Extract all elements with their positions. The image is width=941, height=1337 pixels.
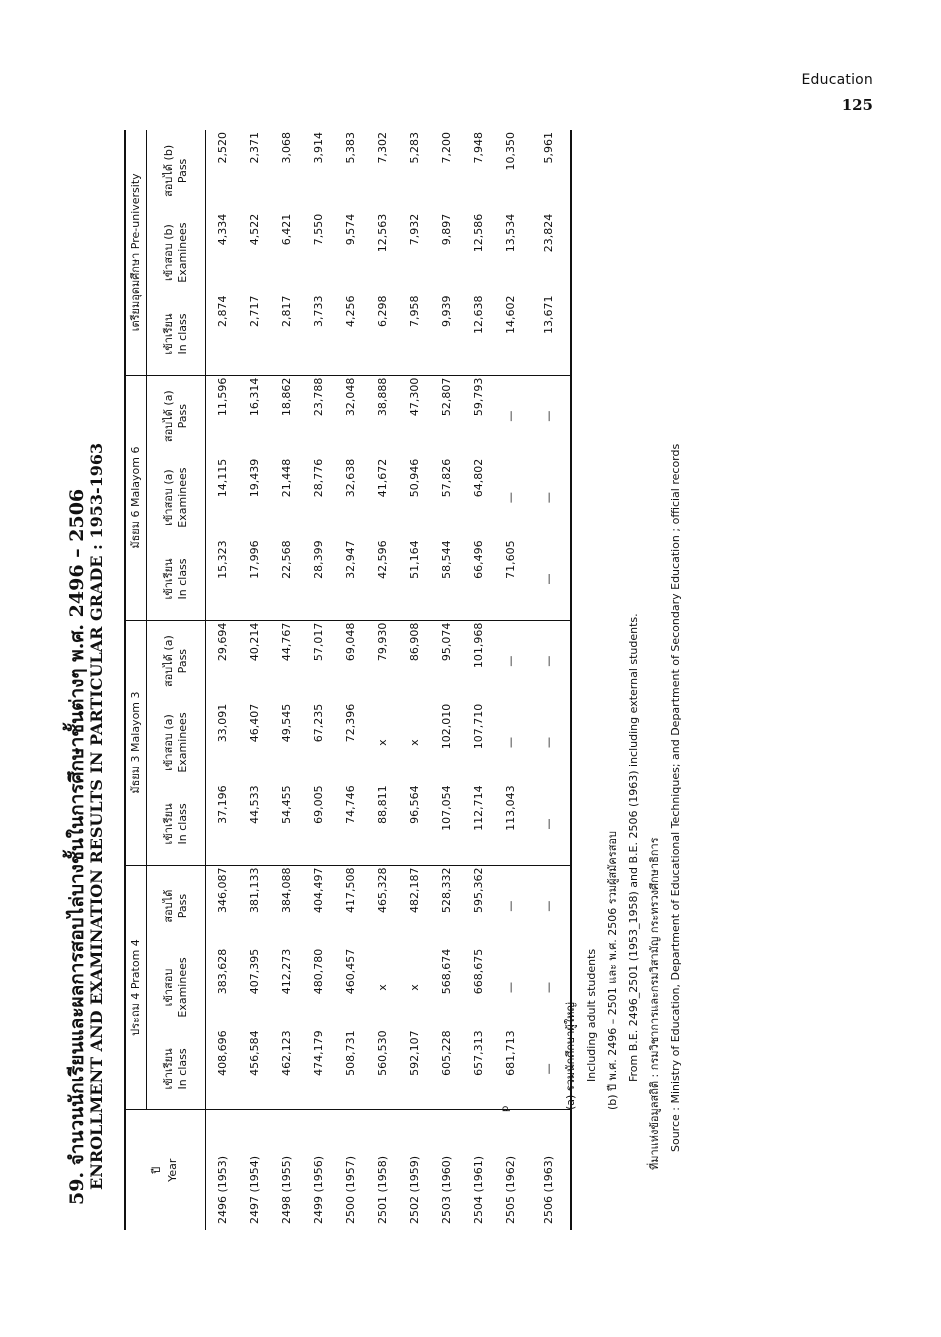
preliminary-mark: p xyxy=(500,1105,511,1112)
year-cell: 2497 (1954) xyxy=(247,1155,261,1224)
value-cell: — xyxy=(526,1028,571,1110)
value-cell: 44,533 xyxy=(238,783,270,865)
value-cell: 2,371 xyxy=(247,132,261,164)
table-notes xyxy=(560,130,686,1230)
value-cell: 407,395 xyxy=(247,948,261,995)
column-header-english: Examinees xyxy=(176,222,189,283)
value-cell: 64,802 xyxy=(471,458,485,498)
table-row xyxy=(430,130,462,1230)
value-cell: 32,638 xyxy=(343,458,357,498)
value-cell: — xyxy=(526,375,571,457)
column-header-english: Examinees xyxy=(176,712,189,773)
value-cell: 3,068 xyxy=(279,132,293,164)
value-cell: 71,605 xyxy=(494,538,526,620)
year-header xyxy=(124,1110,206,1230)
column-header-english: In class xyxy=(176,1048,189,1090)
value-cell: 14,602 xyxy=(494,293,526,375)
value-cell: 508,731 xyxy=(334,1028,366,1110)
source-english: Source : Ministry of Education, Department of Educational Techniques; and Department of Secondary Education ; official records xyxy=(669,443,682,1152)
value-cell: 9,939 xyxy=(430,293,462,375)
table-row xyxy=(302,130,334,1230)
value-cell: 4,256 xyxy=(334,293,366,375)
value-cell: 59,793 xyxy=(471,377,485,417)
value-cell: 46,407 xyxy=(247,703,261,743)
year-cell: 2506 (1963) xyxy=(526,1110,571,1230)
value-cell: 47,300 xyxy=(407,377,421,417)
value-cell: 18,862 xyxy=(279,377,293,417)
value-cell: 54,455 xyxy=(270,783,302,865)
source-thai: ที่มาแห่งข้อมูลสถิติ : กรมวิชาการและกรมวิสามัญ กระทรวงศึกษาธิการ xyxy=(648,837,661,1170)
column-header-english: Examinees xyxy=(176,467,189,528)
value-cell: — xyxy=(503,737,517,749)
value-cell: 7,948 xyxy=(471,132,485,164)
value-cell: — xyxy=(526,457,571,539)
value-cell: 42,596 xyxy=(366,538,398,620)
column-header-row xyxy=(147,130,206,1230)
value-cell: 462,123 xyxy=(270,1028,302,1110)
value-cell: 50,946 xyxy=(407,458,421,498)
value-cell: 474,179 xyxy=(302,1028,334,1110)
table-row xyxy=(334,130,366,1230)
enrollment-table xyxy=(124,130,572,1230)
value-cell: 107,710 xyxy=(471,703,485,750)
rotated-table-block xyxy=(62,90,762,1230)
value-cell: 560,530 xyxy=(366,1028,398,1110)
value-cell: 5,383 xyxy=(343,132,357,164)
value-cell: 2,817 xyxy=(270,293,302,375)
value-cell: 7,302 xyxy=(375,132,389,164)
value-cell: 383,628 xyxy=(215,948,229,995)
column-header-thai: เข้าเรียน xyxy=(162,558,176,600)
value-cell: — xyxy=(526,865,571,947)
value-cell: — xyxy=(526,538,571,620)
value-cell: 38,888 xyxy=(375,377,389,417)
value-cell: — xyxy=(503,982,517,994)
table-row xyxy=(398,130,430,1230)
column-header-thai: สอบได้ (a) xyxy=(162,635,176,688)
value-cell: — xyxy=(503,900,517,912)
table-body xyxy=(206,130,572,1230)
value-cell: 41,672 xyxy=(375,458,389,498)
column-header xyxy=(147,783,206,865)
value-cell: 595,362 xyxy=(471,867,485,914)
table-row xyxy=(366,130,398,1230)
value-cell: 17,996 xyxy=(238,538,270,620)
value-cell: 3,914 xyxy=(311,132,325,164)
value-cell: 40,214 xyxy=(247,622,261,662)
table-title-thai: 59. จำนวนนักเรียนและผลการสอบไล่บางชั้นในการศึกษาชั้นต่างๆ พ.ศ. 2496 – 2506 xyxy=(66,488,88,1205)
value-cell: 107,054 xyxy=(430,783,462,865)
column-header-thai: เข้าสอบ (a) xyxy=(162,714,176,771)
column-header-thai: สอบได้ (a) xyxy=(162,390,176,443)
year-cell: 2496 (1953) xyxy=(215,1155,229,1224)
table-row xyxy=(206,130,239,1230)
column-header-english: Pass xyxy=(176,404,189,429)
value-cell: — xyxy=(526,783,571,865)
column-header-english: Pass xyxy=(176,648,189,674)
value-cell: x xyxy=(407,739,421,746)
group-pre-university: เตรียมอุดมศึกษา Pre-university xyxy=(124,130,147,375)
value-cell: 22,568 xyxy=(270,538,302,620)
value-cell: — xyxy=(503,655,517,667)
value-cell: 456,584 xyxy=(238,1028,270,1110)
value-cell: 11,596 xyxy=(215,377,229,417)
value-cell: 657,313 xyxy=(462,1028,494,1110)
value-cell: 7,550 xyxy=(311,213,325,246)
value-cell: 96,564 xyxy=(398,783,430,865)
year-cell: 2504 (1961) xyxy=(471,1155,485,1224)
value-cell: 44,767 xyxy=(279,622,293,662)
value-cell: 49,545 xyxy=(279,703,293,743)
value-cell: 2,717 xyxy=(238,293,270,375)
year-header-thai: ปี xyxy=(150,1166,164,1174)
year-cell: 2505 (1962) xyxy=(503,1155,517,1224)
value-cell: — xyxy=(526,947,571,1029)
column-header xyxy=(147,865,206,947)
column-header xyxy=(147,538,206,620)
year-cell: 2501 (1958) xyxy=(375,1155,389,1224)
column-header-thai: เข้าสอบ xyxy=(162,968,176,1007)
value-cell: x xyxy=(407,984,421,991)
value-cell: 3,733 xyxy=(302,293,334,375)
value-cell: 23,824 xyxy=(526,212,571,294)
value-cell: 12,563 xyxy=(375,213,389,253)
note-a-english: Including adult students xyxy=(585,948,598,1082)
year-cell: 2503 (1960) xyxy=(439,1155,453,1224)
value-cell: 5,961 xyxy=(526,130,571,212)
column-header-thai: เข้าเรียน xyxy=(162,803,176,845)
value-cell: 102,010 xyxy=(439,703,453,750)
value-cell: — xyxy=(503,492,517,504)
value-cell: 32,947 xyxy=(334,538,366,620)
value-cell: — xyxy=(526,702,571,784)
table-row xyxy=(270,130,302,1230)
year-cell: 2500 (1957) xyxy=(343,1155,357,1224)
value-cell: 568,674 xyxy=(439,948,453,995)
value-cell: 4,522 xyxy=(247,213,261,246)
value-cell: 29,694 xyxy=(215,622,229,662)
value-cell: 12,638 xyxy=(462,293,494,375)
value-cell: 88,811 xyxy=(366,783,398,865)
group-malayom-3: มัธยม 3 Malayom 3 xyxy=(124,620,147,865)
value-cell: 57,826 xyxy=(439,458,453,498)
value-cell: 528,332 xyxy=(439,867,453,914)
value-cell: 417,508 xyxy=(343,867,357,914)
value-cell: 86,908 xyxy=(407,622,421,662)
value-cell: 404,497 xyxy=(311,867,325,914)
year-cell: 2502 (1959) xyxy=(407,1155,421,1224)
section-label: Education xyxy=(801,72,873,88)
column-header-english: Pass xyxy=(176,893,189,919)
value-cell: 28,399 xyxy=(302,538,334,620)
value-cell: 28,776 xyxy=(311,458,325,498)
column-header xyxy=(147,457,206,539)
value-cell: 79,930 xyxy=(375,622,389,662)
value-cell: 7,932 xyxy=(407,213,421,246)
value-cell: 72,396 xyxy=(343,703,357,743)
note-b-thai: (b) ปี พ.ศ. 2496 – 2501 และ พ.ศ. 2506 รวมผู้สมัครสอบ xyxy=(606,830,619,1110)
value-cell: 482,187 xyxy=(407,867,421,914)
value-cell: 10,350 xyxy=(503,132,517,171)
column-header xyxy=(147,375,206,457)
value-cell: 52,807 xyxy=(439,377,453,417)
value-cell: 51,164 xyxy=(398,538,430,620)
value-cell: 5,283 xyxy=(407,132,421,164)
column-header xyxy=(147,212,206,294)
value-cell: 16,314 xyxy=(247,377,261,417)
column-header-thai: เข้าสอบ (a) xyxy=(162,469,176,526)
value-cell: 6,298 xyxy=(366,293,398,375)
value-cell: 23,788 xyxy=(311,377,325,417)
table-row xyxy=(494,130,526,1230)
value-cell: 19,439 xyxy=(247,458,261,498)
table-row xyxy=(462,130,494,1230)
value-cell: 58,544 xyxy=(430,538,462,620)
column-header xyxy=(147,702,206,784)
value-cell: x xyxy=(375,739,389,746)
value-cell: — xyxy=(503,410,517,422)
value-cell: 69,048 xyxy=(343,622,357,662)
value-cell: 460,457 xyxy=(343,948,357,995)
value-cell: 66,496 xyxy=(462,538,494,620)
note-b-english: From B.E. 2496_2501 (1953_1958) and B.E. 2506 (1963) including external students. xyxy=(627,613,640,1082)
group-malayom-6: มัธยม 6 Malayom 6 xyxy=(124,375,147,620)
value-cell: 21,448 xyxy=(279,458,293,498)
value-cell: 57,017 xyxy=(311,622,325,662)
column-header xyxy=(147,293,206,375)
value-cell: 32,048 xyxy=(343,377,357,417)
value-cell: — xyxy=(526,620,571,702)
value-cell: 4,334 xyxy=(215,213,229,246)
year-header-english: Year xyxy=(165,1158,179,1182)
value-cell: 14,115 xyxy=(215,458,229,498)
value-cell: 9,897 xyxy=(439,213,453,246)
year-cell: 2499 (1956) xyxy=(311,1155,325,1224)
column-header-thai: เข้าเรียน xyxy=(162,1048,176,1090)
value-cell: 2,874 xyxy=(206,293,239,375)
table-title-english: ENROLLMENT AND EXAMINATION RESULTS IN PARTICULAR GRADE : 1953-1963 xyxy=(87,442,106,1190)
column-header-english: Pass xyxy=(176,158,189,184)
value-cell: 7,200 xyxy=(439,132,453,164)
value-cell: 113,043 xyxy=(494,783,526,865)
value-cell: 33,091 xyxy=(215,703,229,743)
table-row xyxy=(238,130,270,1230)
value-cell: x xyxy=(375,984,389,991)
value-cell: 384,088 xyxy=(279,867,293,914)
value-cell: 95,074 xyxy=(439,622,453,662)
page-number: 125 xyxy=(841,96,873,114)
group-pratom-4: ประถม 4 Pratom 4 xyxy=(124,865,147,1110)
value-cell: 13,534 xyxy=(503,213,517,253)
value-cell: 7,958 xyxy=(398,293,430,375)
column-header-thai: สอบได้ (b) xyxy=(162,144,176,197)
value-cell: 13,671 xyxy=(526,293,571,375)
value-cell: 412,273 xyxy=(279,948,293,995)
value-cell: 2,520 xyxy=(215,132,229,164)
value-cell: 67,235 xyxy=(311,703,325,743)
value-cell: 15,323 xyxy=(206,538,239,620)
column-header xyxy=(147,1028,206,1110)
value-cell: 346,087 xyxy=(215,867,229,914)
column-header-english: In class xyxy=(176,803,189,845)
value-cell: 9,574 xyxy=(343,213,357,246)
column-header-english: In class xyxy=(176,313,189,355)
value-cell: 592,107 xyxy=(398,1028,430,1110)
column-header-english: In class xyxy=(176,558,189,600)
value-cell: 74,746 xyxy=(334,783,366,865)
value-cell: 668,675 xyxy=(471,948,485,995)
page-header xyxy=(802,72,874,114)
column-header-thai: เข้าเรียน xyxy=(162,313,176,355)
value-cell: 605,228 xyxy=(430,1028,462,1110)
value-cell: 12,586 xyxy=(471,213,485,253)
value-cell: 408,696 xyxy=(206,1028,239,1110)
value-cell: 112,714 xyxy=(462,783,494,865)
note-a-thai: (a) รวมนักศึกษาผู้ใหญ่ xyxy=(564,1002,577,1110)
column-header-thai: สอบได้ xyxy=(162,889,176,923)
column-header xyxy=(147,130,206,212)
column-header xyxy=(147,620,206,702)
year-cell: 2498 (1955) xyxy=(279,1155,293,1224)
value-cell: 681,713 xyxy=(494,1028,526,1110)
value-cell: 37,196 xyxy=(206,783,239,865)
value-cell: 381,133 xyxy=(247,867,261,914)
column-header-thai: เข้าสอบ (b) xyxy=(162,224,176,282)
value-cell: 480,780 xyxy=(311,948,325,995)
column-header-english: Examinees xyxy=(176,957,189,1018)
value-cell: 101,968 xyxy=(471,622,485,669)
value-cell: 465,328 xyxy=(375,867,389,914)
group-header-row xyxy=(124,130,147,1230)
column-header xyxy=(147,947,206,1029)
value-cell: 69,005 xyxy=(302,783,334,865)
value-cell: 6,421 xyxy=(279,213,293,246)
